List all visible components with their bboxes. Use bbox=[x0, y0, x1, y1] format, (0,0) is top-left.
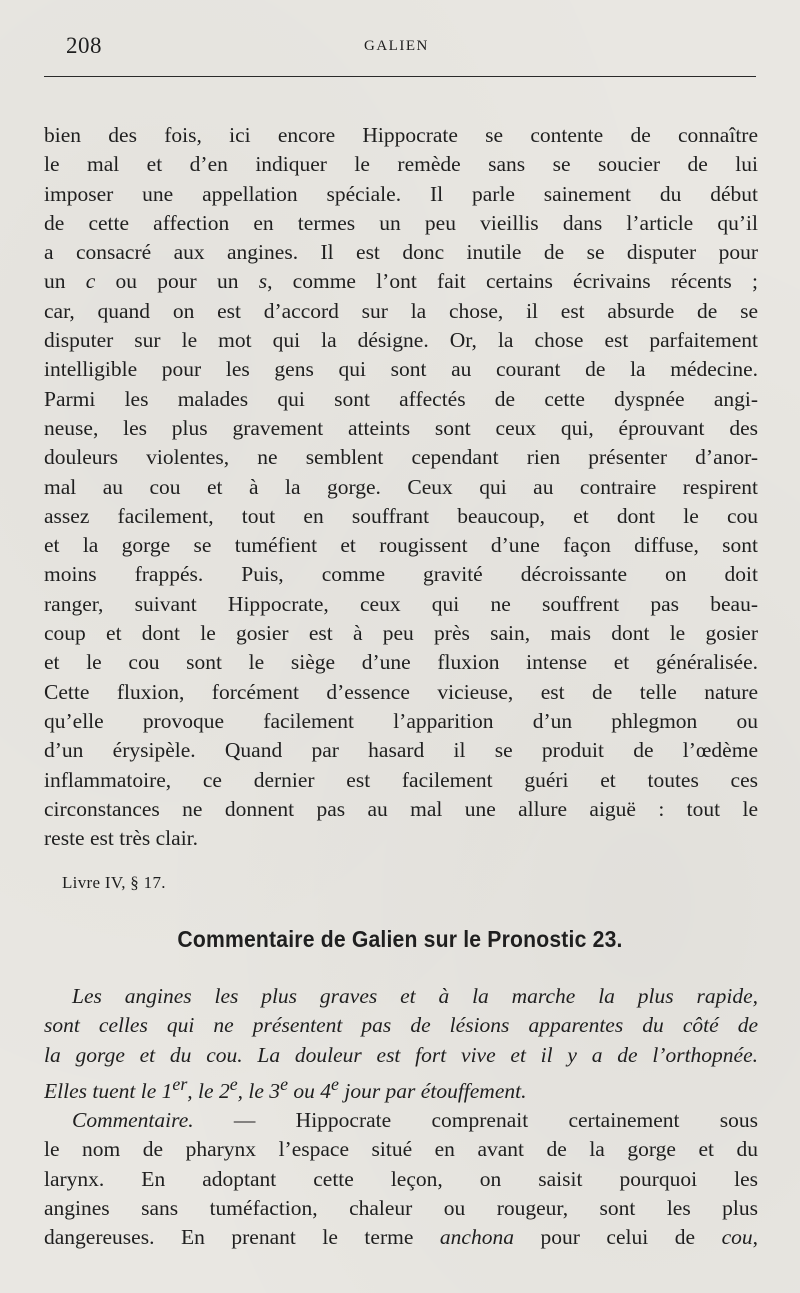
text-line: neuse, les plus gravement atteints sont ceux qui, éprouvant des bbox=[44, 415, 758, 440]
text-fragment: ou 4 bbox=[288, 1079, 332, 1104]
text-line: mal au cou et à la gorge. Ceux qui au contraire respirent bbox=[44, 474, 758, 499]
text-line bbox=[44, 1070, 758, 1106]
text-line: circonstances ne donnent pas au mal une allure aiguë : tout le bbox=[44, 796, 758, 821]
text-fragment: , bbox=[752, 1225, 758, 1250]
text-line: disputer sur le mot qui la désigne. Or, la chose est parfaitement bbox=[44, 328, 758, 353]
superscript: e bbox=[229, 1073, 238, 1094]
superscript: e bbox=[331, 1073, 339, 1094]
text-line: larynx. En adoptant cette leçon, on saisit pourquoi les bbox=[44, 1166, 758, 1191]
text-fragment: , le 2 bbox=[187, 1079, 230, 1104]
italic-letter-c: c bbox=[85, 269, 96, 294]
text-line: inflammatoire, ce dernier est facilement guéri et toutes ces bbox=[44, 767, 758, 792]
italic-word-anchona: anchona bbox=[439, 1225, 514, 1250]
text-line bbox=[44, 267, 758, 296]
text-line: coup et dont le gosier est à peu près sain, mais dont le gosier bbox=[44, 621, 758, 646]
text-fragment: Elles tuent le 1 bbox=[44, 1079, 173, 1104]
text-line: Les angines les plus graves et à la marche la plus rapide, bbox=[72, 984, 758, 1008]
text-line: imposer une appellation spéciale. Il parle sainement du début bbox=[44, 181, 758, 206]
italic-letter-s: s bbox=[258, 269, 268, 294]
text-fragment: ou pour un bbox=[95, 269, 259, 294]
text-line: Cette fluxion, forcément d’essence vicieuse, est de telle nature bbox=[44, 679, 758, 704]
text-fragment: — Hippocrate comprenait certainement sous bbox=[193, 1108, 758, 1132]
commentary-label: Commentaire. bbox=[72, 1108, 194, 1132]
text-line: ranger, suivant Hippocrate, ceux qui ne souffrent pas beau- bbox=[44, 591, 758, 616]
text-line: assez facilement, tout en souffrant beaucoup, et dont le cou bbox=[44, 503, 758, 528]
commentary-text bbox=[44, 1106, 758, 1252]
text-line: angines sans tuméfaction, chaleur ou rougeur, sont les plus bbox=[44, 1195, 758, 1220]
text-line: intelligible pour les gens qui sont au courant de la médecine. bbox=[44, 357, 758, 382]
text-fragment: pour celui de bbox=[513, 1225, 722, 1250]
text-line: la gorge et du cou. La douleur est fort vive et il y a de l’orthopnée. bbox=[44, 1042, 758, 1067]
aphorism-text bbox=[44, 982, 758, 1106]
page-number: 208 bbox=[66, 33, 102, 58]
page-header bbox=[66, 33, 756, 63]
superscript: er bbox=[172, 1073, 188, 1094]
italic-word-cou: cou bbox=[721, 1225, 753, 1250]
running-head: GALIEN bbox=[364, 38, 429, 54]
text-fragment: dangereuses. En prenant le terme bbox=[44, 1225, 440, 1250]
text-line: le nom de pharynx l’espace situé en avant de la gorge et du bbox=[44, 1137, 758, 1162]
paragraph-1 bbox=[44, 121, 758, 853]
superscript: e bbox=[280, 1073, 289, 1094]
section-title: Commentaire de Galien sur le Pronostic 23. bbox=[177, 926, 623, 952]
text-line: d’un érysipèle. Quand par hasard il se produit de l’œdème bbox=[44, 738, 758, 763]
text-line bbox=[44, 1223, 758, 1252]
text-fragment: , le 3 bbox=[237, 1079, 281, 1104]
text-line: qu’elle provoque facilement l’apparition d’un phlegmon ou bbox=[44, 708, 758, 733]
text-fragment: jour par étouffement. bbox=[338, 1079, 527, 1104]
text-line: Parmi les malades qui sont affectés de cette dyspnée angi- bbox=[44, 386, 758, 411]
text-line: sont celles qui ne présentent pas de lésions apparentes du côté de bbox=[44, 1013, 758, 1038]
text-fragment: , comme l’ont fait certains écrivains récents ; bbox=[267, 269, 758, 294]
text-line: et le cou sont le siège d’une fluxion intense et généralisée. bbox=[44, 650, 758, 675]
text-line: bien des fois, ici encore Hippocrate se contente de connaître bbox=[44, 123, 758, 147]
text-line: car, quand on est d’accord sur la chose, il est absurde de se bbox=[44, 298, 758, 323]
header-rule bbox=[44, 76, 756, 77]
text-line: reste est très clair. bbox=[44, 826, 199, 851]
text-line: douleurs violentes, ne semblent cependant rien présenter d’anor- bbox=[44, 445, 758, 470]
text-fragment: un bbox=[44, 269, 86, 294]
reference-citation: Livre IV, § 17. bbox=[62, 873, 166, 892]
text-line: de cette affection en termes un peu vieillis dans l’article qu’il bbox=[44, 210, 758, 235]
text-line: a consacré aux angines. Il est donc inutile de se disputer pour bbox=[44, 240, 758, 265]
text-line: moins frappés. Puis, comme gravité décroissante on doit bbox=[44, 562, 758, 587]
text-line: et la gorge se tuméfient et rougissent d’une façon diffuse, sont bbox=[44, 533, 758, 558]
text-line bbox=[44, 1106, 758, 1135]
text-line: le mal et d’en indiquer le remède sans se soucier de lui bbox=[44, 152, 758, 177]
